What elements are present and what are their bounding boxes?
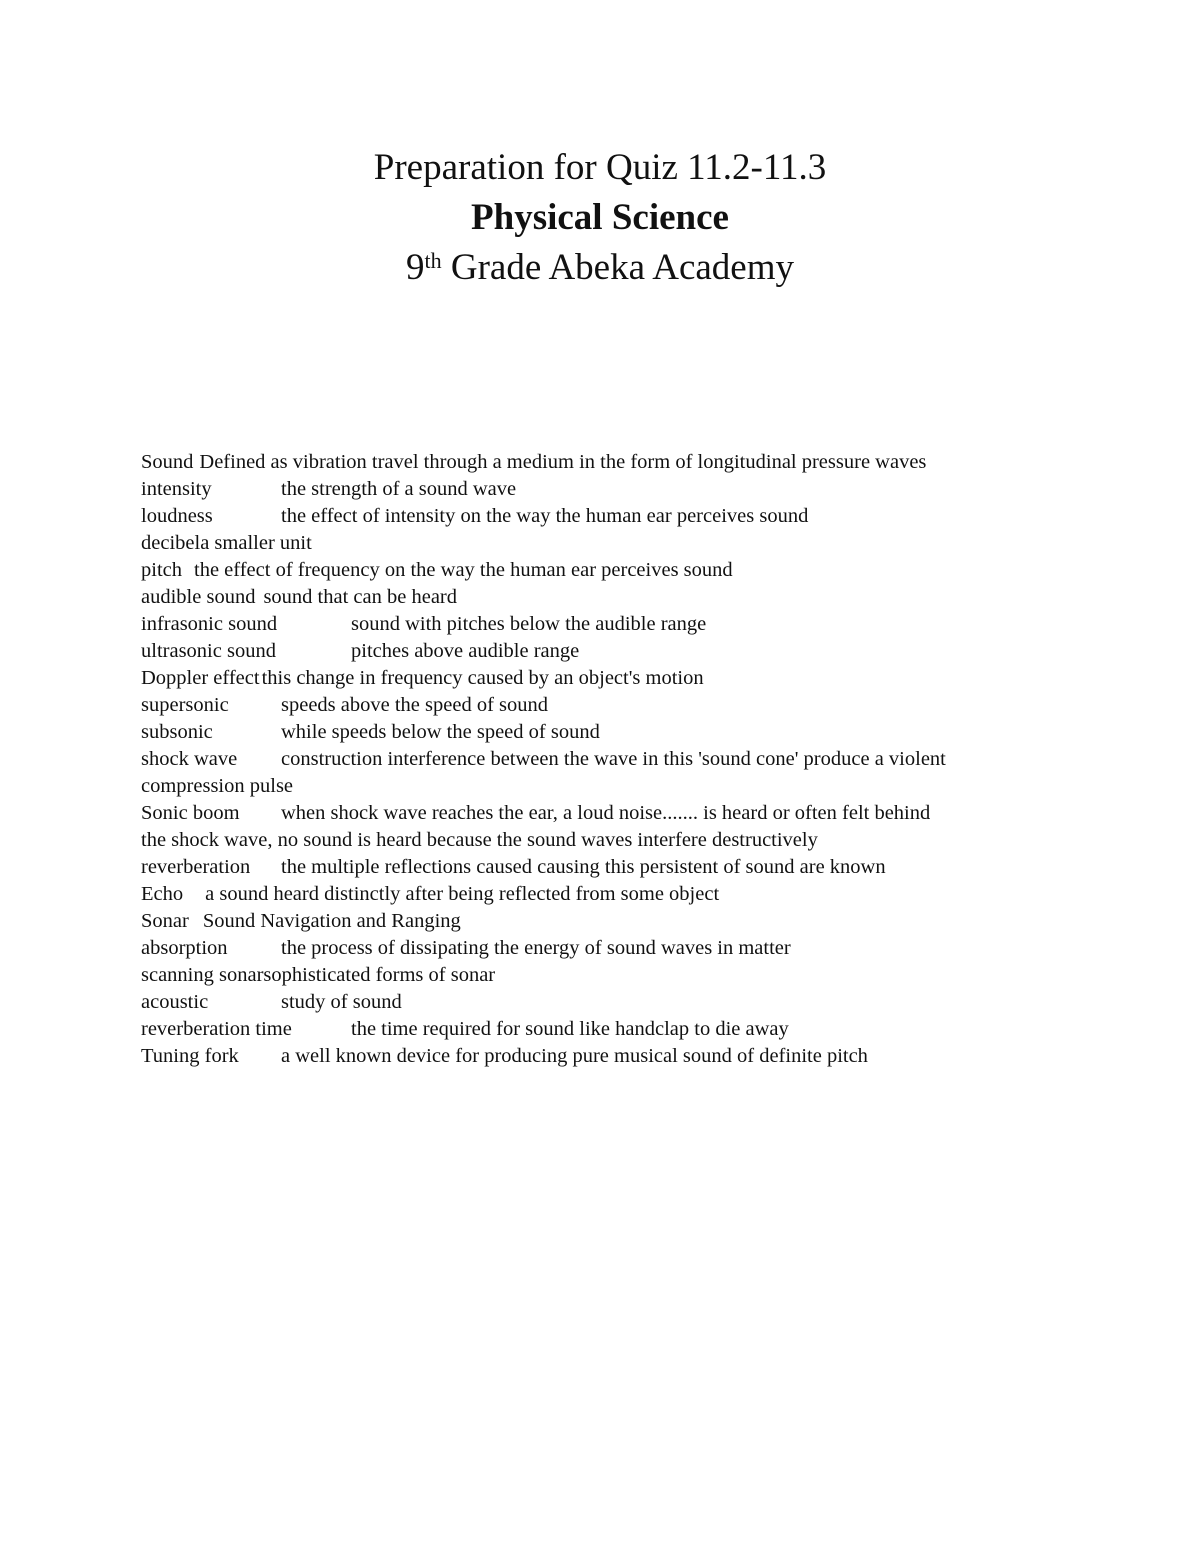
entry-definition: sophisticated forms of sonar [263, 964, 496, 986]
list-item [141, 449, 1061, 476]
grade-rest: Grade Abeka Academy [441, 247, 794, 288]
entry-definition: the multiple reflections caused causing this persistent of sound are known [281, 856, 886, 878]
entry-definition: a smaller unit [200, 532, 312, 554]
entry-definition: sound that can be heard [263, 586, 457, 608]
list-item [141, 584, 1061, 611]
entry-definition: Sound Navigation and Ranging [202, 910, 461, 932]
entry-term: pitch [141, 559, 182, 581]
list-item [141, 746, 1061, 800]
list-item [141, 530, 1061, 557]
entry-definition-continuation: the shock wave, no sound is heard because the sound waves interfere destructively [141, 829, 818, 851]
grade-suffix: th [424, 247, 442, 273]
entry-definition: the effect of frequency on the way the human ear perceives sound [194, 559, 733, 581]
entry-definition: speeds above the speed of sound [281, 694, 549, 716]
entry-term: Doppler effect [141, 667, 260, 689]
entry-term: Tuning fork [141, 1045, 239, 1067]
entry-term: infrasonic sound [141, 613, 278, 635]
grade-line [0, 243, 1200, 293]
entry-definition: the strength of a sound wave [281, 478, 517, 500]
entry-term: intensity [141, 478, 212, 500]
entry-definition: Defined as vibration travel through a medium in the form of longitudinal pressure waves [199, 451, 927, 473]
entry-definition-continuation: compression pulse [141, 775, 294, 797]
entry-term: Sonic boom [141, 802, 240, 824]
entry-term: reverberation time [141, 1018, 292, 1040]
subject-title: Physical Science [471, 197, 729, 238]
list-item [141, 1016, 1061, 1043]
list-item [141, 503, 1061, 530]
list-item [141, 665, 1061, 692]
list-item [141, 476, 1061, 503]
entry-term: Sound [141, 451, 194, 473]
grade-number: 9 [405, 247, 425, 288]
entry-definition: the effect of intensity on the way the human ear perceives sound [281, 505, 809, 527]
list-item [141, 989, 1061, 1016]
entry-term: shock wave [141, 748, 238, 770]
entry-definition: sound with pitches below the audible range [351, 613, 707, 635]
list-item [141, 557, 1061, 584]
entry-definition: this change in frequency caused by an object's motion [261, 667, 704, 689]
entry-term: scanning sonar [141, 964, 264, 986]
entry-term: acoustic [141, 991, 209, 1013]
quiz-title: Preparation for Quiz 11.2-11.3 [373, 147, 827, 188]
entry-term: supersonic [141, 694, 229, 716]
vocabulary-list [141, 449, 1061, 1070]
entry-term: Sonar [141, 910, 189, 932]
entry-definition: study of sound [281, 991, 402, 1013]
entry-definition: when shock wave reaches the ear, a loud noise....... is heard or often felt behind [281, 802, 931, 824]
entry-definition: construction interference between the wave in this 'sound cone' produce a violent [281, 748, 946, 770]
entry-term: decibel [141, 532, 201, 554]
entry-term: loudness [141, 505, 213, 527]
list-item [141, 692, 1061, 719]
list-item [141, 962, 1061, 989]
list-item [141, 611, 1061, 638]
list-item [141, 719, 1061, 746]
entry-term: audible sound [141, 586, 256, 608]
list-item [141, 908, 1061, 935]
list-item [141, 800, 1061, 854]
list-item [141, 638, 1061, 665]
entry-term: absorption [141, 937, 228, 959]
entry-definition: a sound heard distinctly after being reflected from some object [205, 883, 720, 905]
list-item [141, 854, 1061, 881]
document-header [0, 143, 1200, 293]
entry-definition: a well known device for producing pure musical sound of definite pitch [281, 1045, 868, 1067]
entry-term: reverberation [141, 856, 251, 878]
entry-term: subsonic [141, 721, 213, 743]
entry-definition: pitches above audible range [351, 640, 580, 662]
entry-term: ultrasonic sound [141, 640, 276, 662]
entry-definition: the time required for sound like handclap to die away [351, 1018, 789, 1040]
list-item [141, 935, 1061, 962]
entry-term: Echo [141, 883, 184, 905]
list-item [141, 881, 1061, 908]
entry-definition: while speeds below the speed of sound [281, 721, 600, 743]
list-item [141, 1043, 1061, 1070]
entry-definition: the process of dissipating the energy of sound waves in matter [281, 937, 791, 959]
